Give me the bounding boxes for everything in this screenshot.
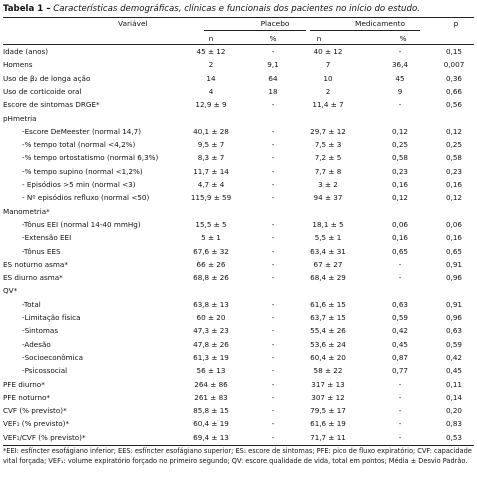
- cell-mp: 0,59: [391, 313, 408, 322]
- cell-pp: -: [271, 406, 275, 416]
- row-label: Idade (anos): [3, 47, 49, 56]
- header-med-pct: %: [399, 34, 407, 43]
- row-label: -% tempo total (normal <4,2%): [22, 140, 136, 150]
- cell-mp: -: [398, 259, 402, 269]
- cell-pn: 85,8 ± 15: [193, 406, 229, 416]
- cell-p: 0,45: [445, 366, 462, 376]
- cell-pp: -: [271, 47, 275, 56]
- cell-pn: 61,3 ± 19: [193, 352, 229, 362]
- cell-p: 0,63: [445, 326, 462, 336]
- cell-mn: 60,4 ± 20: [310, 352, 346, 362]
- cell-mn: 63,4 ± 31: [310, 246, 346, 256]
- cell-pn: 15,5 ± 5: [195, 219, 227, 229]
- row-label: -Psicossocial: [22, 366, 68, 376]
- row-label: Uso de β₂ de longa ação: [3, 73, 91, 83]
- row-label: ES diurno asma*: [3, 273, 63, 283]
- header-placebo: Placebo: [260, 19, 290, 28]
- cell-mn: 68,4 ± 29: [310, 273, 346, 283]
- row-label: -Socioeconômica: [22, 352, 83, 362]
- cell-pn: 14: [206, 73, 216, 83]
- cell-mn: 79,5 ± 17: [310, 406, 346, 416]
- cell-mp: -: [398, 392, 402, 402]
- cell-mp: -: [398, 379, 402, 389]
- cell-pp: -: [271, 273, 275, 283]
- cell-pp: -: [271, 379, 275, 389]
- cell-mn: 61,6 ± 15: [310, 299, 346, 309]
- cell-p: 0,20: [445, 406, 462, 416]
- cell-pp: 9,1: [267, 60, 279, 70]
- cell-p: 0,007: [443, 60, 465, 70]
- cell-p: 0,83: [445, 419, 462, 429]
- cell-mp: 0,45: [391, 339, 408, 349]
- row-label: -Escore DeMeester (normal 14,7): [22, 126, 142, 136]
- cell-pp: -: [271, 339, 275, 349]
- cell-p: 0,56: [445, 100, 462, 110]
- cell-pp: -: [271, 233, 275, 243]
- cell-mn: 40 ± 12: [313, 47, 343, 56]
- caption-label: Tabela 1 –: [3, 4, 51, 14]
- cell-mn: 7,2 ± 5: [314, 153, 342, 163]
- cell-mp: -: [398, 47, 402, 56]
- cell-mp: 0,06: [391, 219, 408, 229]
- cell-p: 0,66: [445, 86, 462, 96]
- bottom-rule: [3, 445, 474, 446]
- cell-p: 0,12: [445, 193, 462, 203]
- cell-pp: -: [271, 432, 275, 442]
- cell-pn: 11,7 ± 14: [193, 166, 229, 176]
- cell-mn: 94 ± 37: [313, 193, 343, 203]
- cell-mp: 0,12: [391, 193, 408, 203]
- cell-pn: 67,6 ± 32: [193, 246, 229, 256]
- cell-mn: 3 ± 2: [318, 180, 338, 189]
- cell-pp: -: [271, 140, 275, 150]
- cell-mp: 0,42: [391, 326, 408, 336]
- cell-mn: 53,6 ± 24: [310, 339, 346, 349]
- row-label: -Tônus EEI (normal 14-40 mmHg): [22, 219, 141, 229]
- cell-p: 0,16: [445, 233, 462, 243]
- cell-mp: -: [398, 406, 402, 416]
- cell-mn: 11,4 ± 7: [312, 100, 344, 110]
- cell-pn: 261 ± 83: [194, 392, 228, 402]
- row-label: -Extensão EEI: [22, 233, 72, 243]
- cell-p: 0,53: [445, 432, 462, 442]
- cell-p: 0,65: [445, 246, 462, 256]
- cell-pn: 66 ± 26: [196, 259, 226, 269]
- cell-pn: 47,8 ± 26: [193, 339, 229, 349]
- row-label: PFE diurno*: [3, 379, 45, 389]
- cell-p: 0,42: [445, 352, 462, 362]
- row-label: -Total: [22, 299, 41, 309]
- cell-mp: 0,23: [391, 166, 408, 176]
- table-footnote: *EEI: esfíncter esofágiano inferior; EES: esfíncter esofágiano superior; ES: escore de sintomas; PFE: pico de fluxo expiratório; CVF: capacidade vital forçada; VEF₁: volume expiratório forçado no primeiro segundo; QV: escore qualidade de vida, total em pontos; Média ± Desvio Padrão.: [3, 447, 472, 465]
- cell-mp: -: [398, 100, 402, 110]
- cell-pp: -: [271, 419, 275, 429]
- header-placebo-n: n: [208, 34, 214, 43]
- cell-p: 0,06: [445, 219, 462, 229]
- row-label: - Nº episódios refluxo (normal <50): [22, 193, 150, 203]
- cell-pn: 45 ± 12: [196, 47, 226, 56]
- cell-mp: -: [398, 419, 402, 429]
- cell-mp: 36,4: [391, 60, 408, 70]
- cell-pn: 40,1 ± 28: [193, 126, 229, 136]
- row-label: -Tônus EES: [22, 246, 61, 256]
- cell-mp: -: [398, 273, 402, 283]
- cell-pn: 4,7 ± 4: [197, 180, 225, 189]
- cell-pp: 18: [268, 86, 278, 96]
- cell-pn: 47,3 ± 23: [193, 326, 229, 336]
- cell-p: 0,12: [445, 126, 462, 136]
- row-label: Uso de corticoide oral: [3, 86, 82, 96]
- table-caption: [3, 4, 475, 15]
- header-placebo-pct: %: [269, 34, 277, 43]
- header-rule: [3, 44, 474, 45]
- cell-p: 0,96: [445, 273, 462, 283]
- cell-pn: 8,3 ± 7: [197, 153, 225, 163]
- row-label: ES noturno asma*: [3, 259, 68, 269]
- cell-p: 0,14: [445, 392, 462, 402]
- cell-pn: 115,9 ± 59: [190, 193, 232, 203]
- cell-pp: -: [271, 219, 275, 229]
- cell-p: 0,15: [445, 47, 462, 56]
- row-label: -% tempo supino (normal <1,2%): [22, 166, 143, 176]
- row-label: -% tempo ortostatismo (normal 6,3%): [22, 153, 159, 163]
- cell-mn: 7: [325, 60, 331, 70]
- cell-pp: -: [271, 259, 275, 269]
- cell-mp: 0,87: [391, 352, 408, 362]
- cell-pn: 264 ± 86: [194, 379, 228, 389]
- cell-mn: 307 ± 12: [311, 392, 345, 402]
- row-label: - Episódios >5 min (normal <3): [22, 180, 136, 189]
- cell-mn: 61,6 ± 19: [310, 419, 346, 429]
- cell-p: 0,11: [445, 379, 462, 389]
- cell-mn: 317 ± 13: [311, 379, 345, 389]
- row-label: Manometria*: [3, 206, 50, 216]
- cell-mn: 71,7 ± 11: [310, 432, 346, 442]
- cell-pp: -: [271, 246, 275, 256]
- cell-p: 0,58: [445, 153, 462, 163]
- cell-p: 0,25: [445, 140, 462, 150]
- cell-mp: -: [398, 432, 402, 442]
- medicamento-underline: [310, 30, 420, 31]
- cell-mn: 5,5 ± 1: [314, 233, 342, 243]
- cell-mp: 45: [395, 73, 405, 83]
- cell-pp: -: [271, 153, 275, 163]
- cell-pp: -: [271, 352, 275, 362]
- header-p: p: [453, 19, 459, 28]
- cell-pp: -: [271, 313, 275, 322]
- placebo-underline: [204, 30, 306, 31]
- cell-mn: 29,7 ± 12: [310, 126, 346, 136]
- cell-mn: 55,4 ± 26: [310, 326, 346, 336]
- cell-pn: 5 ± 1: [201, 233, 221, 243]
- cell-mn: 7,7 ± 8: [314, 166, 342, 176]
- cell-p: 0,23: [445, 166, 462, 176]
- caption-text: Características demográficas, clínicas e funcionais dos pacientes no início do estudo.: [53, 4, 420, 14]
- header-medicamento: Medicamento: [354, 19, 406, 28]
- cell-mp: 0,25: [391, 140, 408, 150]
- cell-mn: 7,5 ± 3: [314, 140, 342, 150]
- cell-mp: 0,77: [391, 366, 408, 376]
- cell-pn: 68,8 ± 26: [193, 273, 229, 283]
- cell-pn: 69,4 ± 13: [193, 432, 229, 442]
- row-label: VEF₁/CVF (% previsto)*: [3, 432, 86, 442]
- row-label: -Limitação física: [22, 313, 81, 322]
- cell-mn: 2: [325, 86, 331, 96]
- cell-p: 0,91: [445, 299, 462, 309]
- cell-pp: 64: [268, 73, 278, 83]
- header-variable: Variável: [118, 19, 148, 28]
- cell-mp: 0,65: [391, 246, 408, 256]
- cell-pn: 60 ± 20: [196, 313, 226, 322]
- row-label: -Adesão: [22, 339, 51, 349]
- cell-pp: -: [271, 299, 275, 309]
- cell-p: 0,59: [445, 339, 462, 349]
- cell-pn: 63,8 ± 13: [193, 299, 229, 309]
- row-label: Escore de sintomas DRGE*: [3, 100, 100, 110]
- row-label: pHmetria: [3, 113, 37, 123]
- cell-pp: -: [271, 100, 275, 110]
- cell-mp: 0,58: [391, 153, 408, 163]
- cell-mn: 58 ± 22: [313, 366, 343, 376]
- cell-p: 0,91: [445, 259, 462, 269]
- cell-pn: 2: [208, 60, 214, 70]
- cell-p: 0,36: [445, 73, 462, 83]
- cell-pp: -: [271, 193, 275, 203]
- cell-pn: 56 ± 13: [196, 366, 226, 376]
- cell-mp: 0,16: [391, 180, 408, 189]
- cell-pn: 60,4 ± 19: [193, 419, 229, 429]
- cell-pp: -: [271, 126, 275, 136]
- cell-p: 0,96: [445, 313, 462, 322]
- row-label: QV*: [3, 286, 18, 296]
- top-rule: [3, 17, 474, 18]
- cell-mn: 67 ± 27: [313, 259, 343, 269]
- cell-pn: 4: [208, 86, 214, 96]
- cell-pp: -: [271, 392, 275, 402]
- row-label: -Sintomas: [22, 326, 59, 336]
- cell-pn: 12,9 ± 9: [195, 100, 227, 110]
- header-med-n: n: [316, 34, 322, 43]
- cell-pp: -: [271, 326, 275, 336]
- cell-mp: 0,12: [391, 126, 408, 136]
- cell-mp: 0,16: [391, 233, 408, 243]
- cell-mn: 63,7 ± 15: [310, 313, 346, 322]
- cell-p: 0,16: [445, 180, 462, 189]
- cell-pp: -: [271, 180, 275, 189]
- cell-pp: -: [271, 166, 275, 176]
- cell-mn: 18,1 ± 5: [312, 219, 344, 229]
- row-label: CVF (% previsto)*: [3, 406, 67, 416]
- row-label: PFE noturno*: [3, 392, 50, 402]
- cell-pp: -: [271, 366, 275, 376]
- cell-mp: 0,63: [391, 299, 408, 309]
- row-label: VEF₁ (% previsto)*: [3, 419, 70, 429]
- cell-mp: 9: [397, 86, 403, 96]
- cell-pn: 9,5 ± 7: [197, 140, 225, 150]
- row-label: Homens: [3, 60, 33, 70]
- cell-mn: 10: [323, 73, 333, 83]
